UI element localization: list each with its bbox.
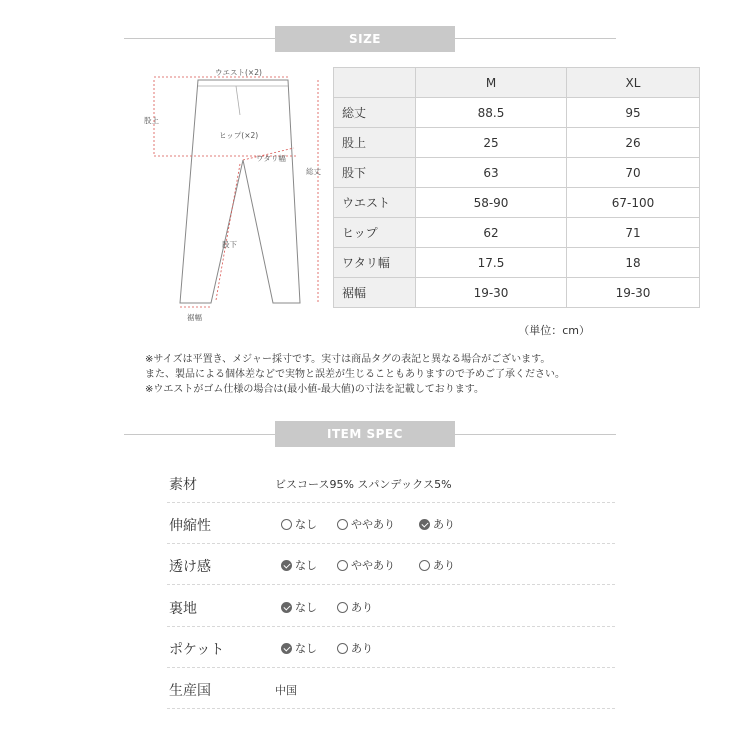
spec-label: ポケット — [169, 642, 225, 658]
unit-note: （単位：cm） — [518, 324, 590, 337]
table-row — [334, 188, 700, 218]
inseam-label: 股下 — [222, 240, 237, 249]
radio-checked-icon — [281, 643, 292, 654]
cell-xl: 18 — [567, 248, 700, 278]
thigh-label: ワタリ幅 — [256, 154, 286, 163]
spec-label: 裏地 — [169, 601, 197, 617]
waist-label: ウエスト(×2) — [215, 68, 262, 77]
row-label: ワタリ幅 — [334, 248, 416, 278]
cell-m: 88.5 — [416, 98, 567, 128]
stretch-option-slight: ややあり — [337, 516, 395, 532]
table-row — [334, 128, 700, 158]
lining-option-none: なし — [281, 599, 317, 615]
cell-m: 17.5 — [416, 248, 567, 278]
spec-row-sheer — [167, 544, 615, 585]
sheer-option-yes: あり — [419, 557, 455, 573]
size-notes — [145, 352, 565, 397]
pants-diagram — [140, 60, 330, 330]
pocket-option-none: なし — [281, 640, 317, 656]
table-header-m: M — [416, 68, 567, 98]
total-length-label: 総丈 — [306, 167, 321, 176]
table-row — [334, 218, 700, 248]
cell-m: 19-30 — [416, 278, 567, 308]
row-label: ヒップ — [334, 218, 416, 248]
spec-row-origin — [167, 668, 615, 709]
spec-label: 素材 — [169, 477, 197, 493]
cell-xl: 71 — [567, 218, 700, 248]
note-line: また、製品による個体差などで実物と誤差が生じることもありますので予めご了承ください。 — [145, 369, 565, 380]
radio-checked-icon — [281, 560, 292, 571]
table-row — [334, 158, 700, 188]
spec-label: 透け感 — [169, 559, 211, 575]
spec-label: 生産国 — [169, 683, 211, 699]
radio-checked-icon — [419, 519, 430, 530]
origin-value: 中国 — [275, 684, 297, 697]
row-label: 裾幅 — [334, 278, 416, 308]
radio-unchecked-icon — [281, 519, 292, 530]
cell-m: 25 — [416, 128, 567, 158]
size-section-title: SIZE — [275, 26, 455, 52]
table-header-row — [334, 68, 700, 98]
inseam-measure-line — [216, 164, 240, 300]
cell-xl: 26 — [567, 128, 700, 158]
rise-label: 股上 — [144, 116, 159, 125]
hip-label: ヒップ(×2) — [219, 131, 259, 140]
spec-row-stretch — [167, 503, 615, 544]
spec-row-material — [167, 462, 615, 503]
table-row — [334, 98, 700, 128]
pocket-option-yes: あり — [337, 640, 373, 656]
radio-unchecked-icon — [337, 519, 348, 530]
table-row — [334, 248, 700, 278]
radio-unchecked-icon — [419, 560, 430, 571]
radio-checked-icon — [281, 602, 292, 613]
row-label: 総丈 — [334, 98, 416, 128]
lining-option-yes: あり — [337, 599, 373, 615]
sheer-option-slight: ややあり — [337, 557, 395, 573]
row-label: 股下 — [334, 158, 416, 188]
note-line: ※ウエストがゴム仕様の場合は(最小値-最大値)の寸法を記載しております。 — [145, 384, 484, 395]
cell-xl: 19-30 — [567, 278, 700, 308]
spec-row-lining — [167, 586, 615, 627]
radio-unchecked-icon — [337, 602, 348, 613]
size-table — [333, 67, 700, 308]
radio-unchecked-icon — [337, 560, 348, 571]
cell-xl: 95 — [567, 98, 700, 128]
cell-m: 63 — [416, 158, 567, 188]
spec-section-title: ITEM SPEC — [275, 421, 455, 447]
spec-row-pocket — [167, 627, 615, 668]
note-line: ※サイズは平置き、メジャー採寸です。実寸は商品タグの表記と異なる場合がございます。 — [145, 354, 551, 365]
sheer-option-none: なし — [281, 557, 317, 573]
table-header-blank — [334, 68, 416, 98]
cell-xl: 70 — [567, 158, 700, 188]
row-label: 股上 — [334, 128, 416, 158]
stretch-option-none: なし — [281, 516, 317, 532]
material-value: ビスコース95% スパンデックス5% — [275, 478, 452, 491]
cell-m: 58-90 — [416, 188, 567, 218]
table-row — [334, 278, 700, 308]
stretch-option-yes: あり — [419, 516, 455, 532]
hem-label: 裾幅 — [187, 313, 202, 322]
spec-label: 伸縮性 — [169, 518, 211, 534]
table-header-xl: XL — [567, 68, 700, 98]
cell-m: 62 — [416, 218, 567, 248]
radio-unchecked-icon — [337, 643, 348, 654]
row-label: ウエスト — [334, 188, 416, 218]
cell-xl: 67-100 — [567, 188, 700, 218]
